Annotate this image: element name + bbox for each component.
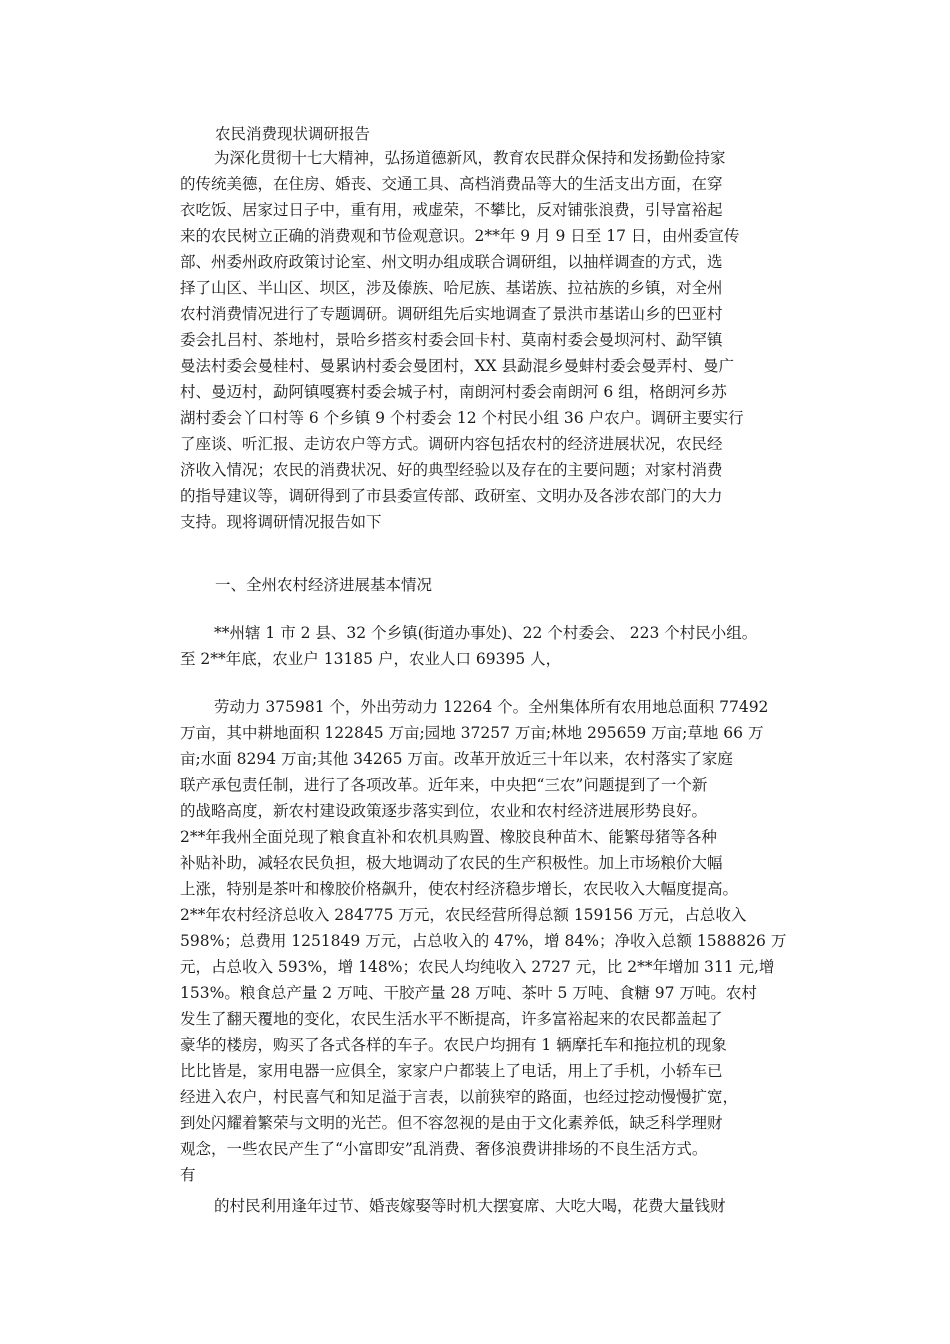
text-line: 湖村委会丫口村等 6 个乡镇 9 个村委会 12 个村民小组 36 户农户。调研主要实行 [180, 409, 744, 427]
text-line: 观念，一些农民产生了“小富即安”乱消费、奢侈浪费讲排场的不良生活方式。 [180, 1140, 708, 1158]
intro-paragraph [180, 145, 780, 535]
text-line: 择了山区、半山区、坝区，涉及傣族、哈尼族、基诺族、拉祜族的乡镇，对全州 [180, 279, 723, 297]
text-line: 元，占总收入 593%，增 148%；农民人均纯收入 2727 元，比 2**年增加 311 元,增 [180, 958, 775, 976]
text-line: 598%；总费用 1251849 万元，占总收入的 47%，增 84%；净收入总额 1588826 万 [180, 932, 787, 950]
text-line: 的战略高度，新农村建设政策逐步落实到位，农业和农村经济进展形势良好。 [180, 802, 708, 820]
text-line: 济收入情况；农民的消费状况、好的典型经验以及存在的主要问题；对家村消费 [180, 461, 723, 479]
text-line: 来的农民树立正确的消费观和节俭观意识。2**年 9 月 9 日至 17 日，由州委宣传 [180, 227, 740, 245]
text-line: 万亩，其中耕地面积 122845 万亩;园地 37257 万亩;林地 295659 万亩;草地 66 万 [180, 724, 764, 742]
text-line: 到处闪耀着繁荣与文明的光芒。但不容忽视的是由于文化素养低，缺乏科学理财 [180, 1114, 723, 1132]
document-title: 农民消费现状调研报告 [215, 125, 371, 143]
text-line: 委会扎吕村、茶地村，景哈乡搭亥村委会回卡村、莫南村委会曼坝河村、勐罕镇 [180, 331, 723, 349]
text-line: 的指导建议等，调研得到了市县委宣传部、政研室、文明办及各涉农部门的大力 [180, 487, 723, 505]
paragraph-2 [180, 620, 780, 672]
text-line: 至 2**年底，农业户 13185 户，农业人口 69395 人， [180, 650, 562, 668]
text-line: 联产承包责任制，进行了各项改革。近年来，中央把“三农”问题提到了一个新 [180, 776, 708, 794]
text-line: **州辖 1 市 2 县、32 个乡镇(街道办事处)、22 个村委会、 223 个村民小组。 [214, 624, 758, 642]
section-heading: 一、全州农村经济进展基本情况 [215, 576, 433, 594]
paragraph-4 [180, 1193, 780, 1219]
text-line: 比比皆是，家用电器一应俱全，家家户户都装上了电话，用上了手机，小轿车已 [180, 1062, 723, 1080]
text-line: 支持。现将调研情况报告如下 [180, 513, 382, 531]
text-line: 发生了翻天覆地的变化，农民生活水平不断提高，许多富裕起来的农民都盖起了 [180, 1010, 723, 1028]
text-line: 上涨，特别是茶叶和橡胶价格飙升，使农村经济稳步增长，农民收入大幅度提高。 [180, 880, 739, 898]
text-line: 补贴补助，减轻农民负担，极大地调动了农民的生产积极性。加上市场粮价大幅 [180, 854, 723, 872]
paragraph-3 [180, 694, 787, 1188]
text-line: 的村民利用逢年过节、婚丧嫁娶等时机大摆宴席、大吃大喝，花费大量钱财 [214, 1197, 726, 1215]
text-line: 亩;水面 8294 万亩;其他 34265 万亩。改革开放近三十年以来，农村落实了家庭 [180, 750, 733, 768]
text-line: 有 [180, 1166, 196, 1184]
text-line: 豪华的楼房，购买了各式各样的车子。农民户均拥有 1 辆摩托车和拖拉机的现象 [180, 1036, 727, 1054]
text-line: 2**年农村经济总收入 284775 万元，农民经营所得总额 159156 万元，占总收入 [180, 906, 747, 924]
text-line: 曼法村委会曼桂村、曼累讷村委会曼团村，XX 县勐混乡曼蚌村委会曼弄村、曼广 [180, 357, 734, 375]
text-line: 153%。粮食总产量 2 万吨、干胶产量 28 万吨、茶叶 5 万吨、食糖 97 万吨。农村 [180, 984, 757, 1002]
text-line: 2**年我州全面兑现了粮食直补和农机具购置、橡胶良种苗木、能繁母猪等各种 [180, 828, 717, 846]
text-line: 村、曼迈村，勐阿镇嘎赛村委会城子村，南朗河村委会南朗河 6 组，格朗河乡苏 [180, 383, 727, 401]
text-line: 部、州委州政府政策讨论室、州文明办组成联合调研组，以抽样调查的方式，选 [180, 253, 723, 271]
text-line: 农村消费情况进行了专题调研。调研组先后实地调查了景洪市基诺山乡的巴亚村 [180, 305, 723, 323]
text-line: 衣吃饭、居家过日子中，重有用，戒虚荣，不攀比，反对铺张浪费，引导富裕起 [180, 201, 723, 219]
text-line: 的传统美德，在住房、婚丧、交通工具、高档消费品等大的生活支出方面，在穿 [180, 175, 723, 193]
text-line: 劳动力 375981 个，外出劳动力 12264 个。全州集体所有农用地总面积 77492 [214, 698, 769, 716]
text-line: 经进入农户，村民喜气和知足溢于言表，以前狭窄的路面，也经过挖动慢慢扩宽， [180, 1088, 739, 1106]
text-line: 为深化贯彻十七大精神，弘扬道德新风，教育农民群众保持和发扬勤俭持家 [214, 149, 726, 167]
text-line: 了座谈、听汇报、走访农户等方式。调研内容包括农村的经济进展状况，农民经 [180, 435, 723, 453]
